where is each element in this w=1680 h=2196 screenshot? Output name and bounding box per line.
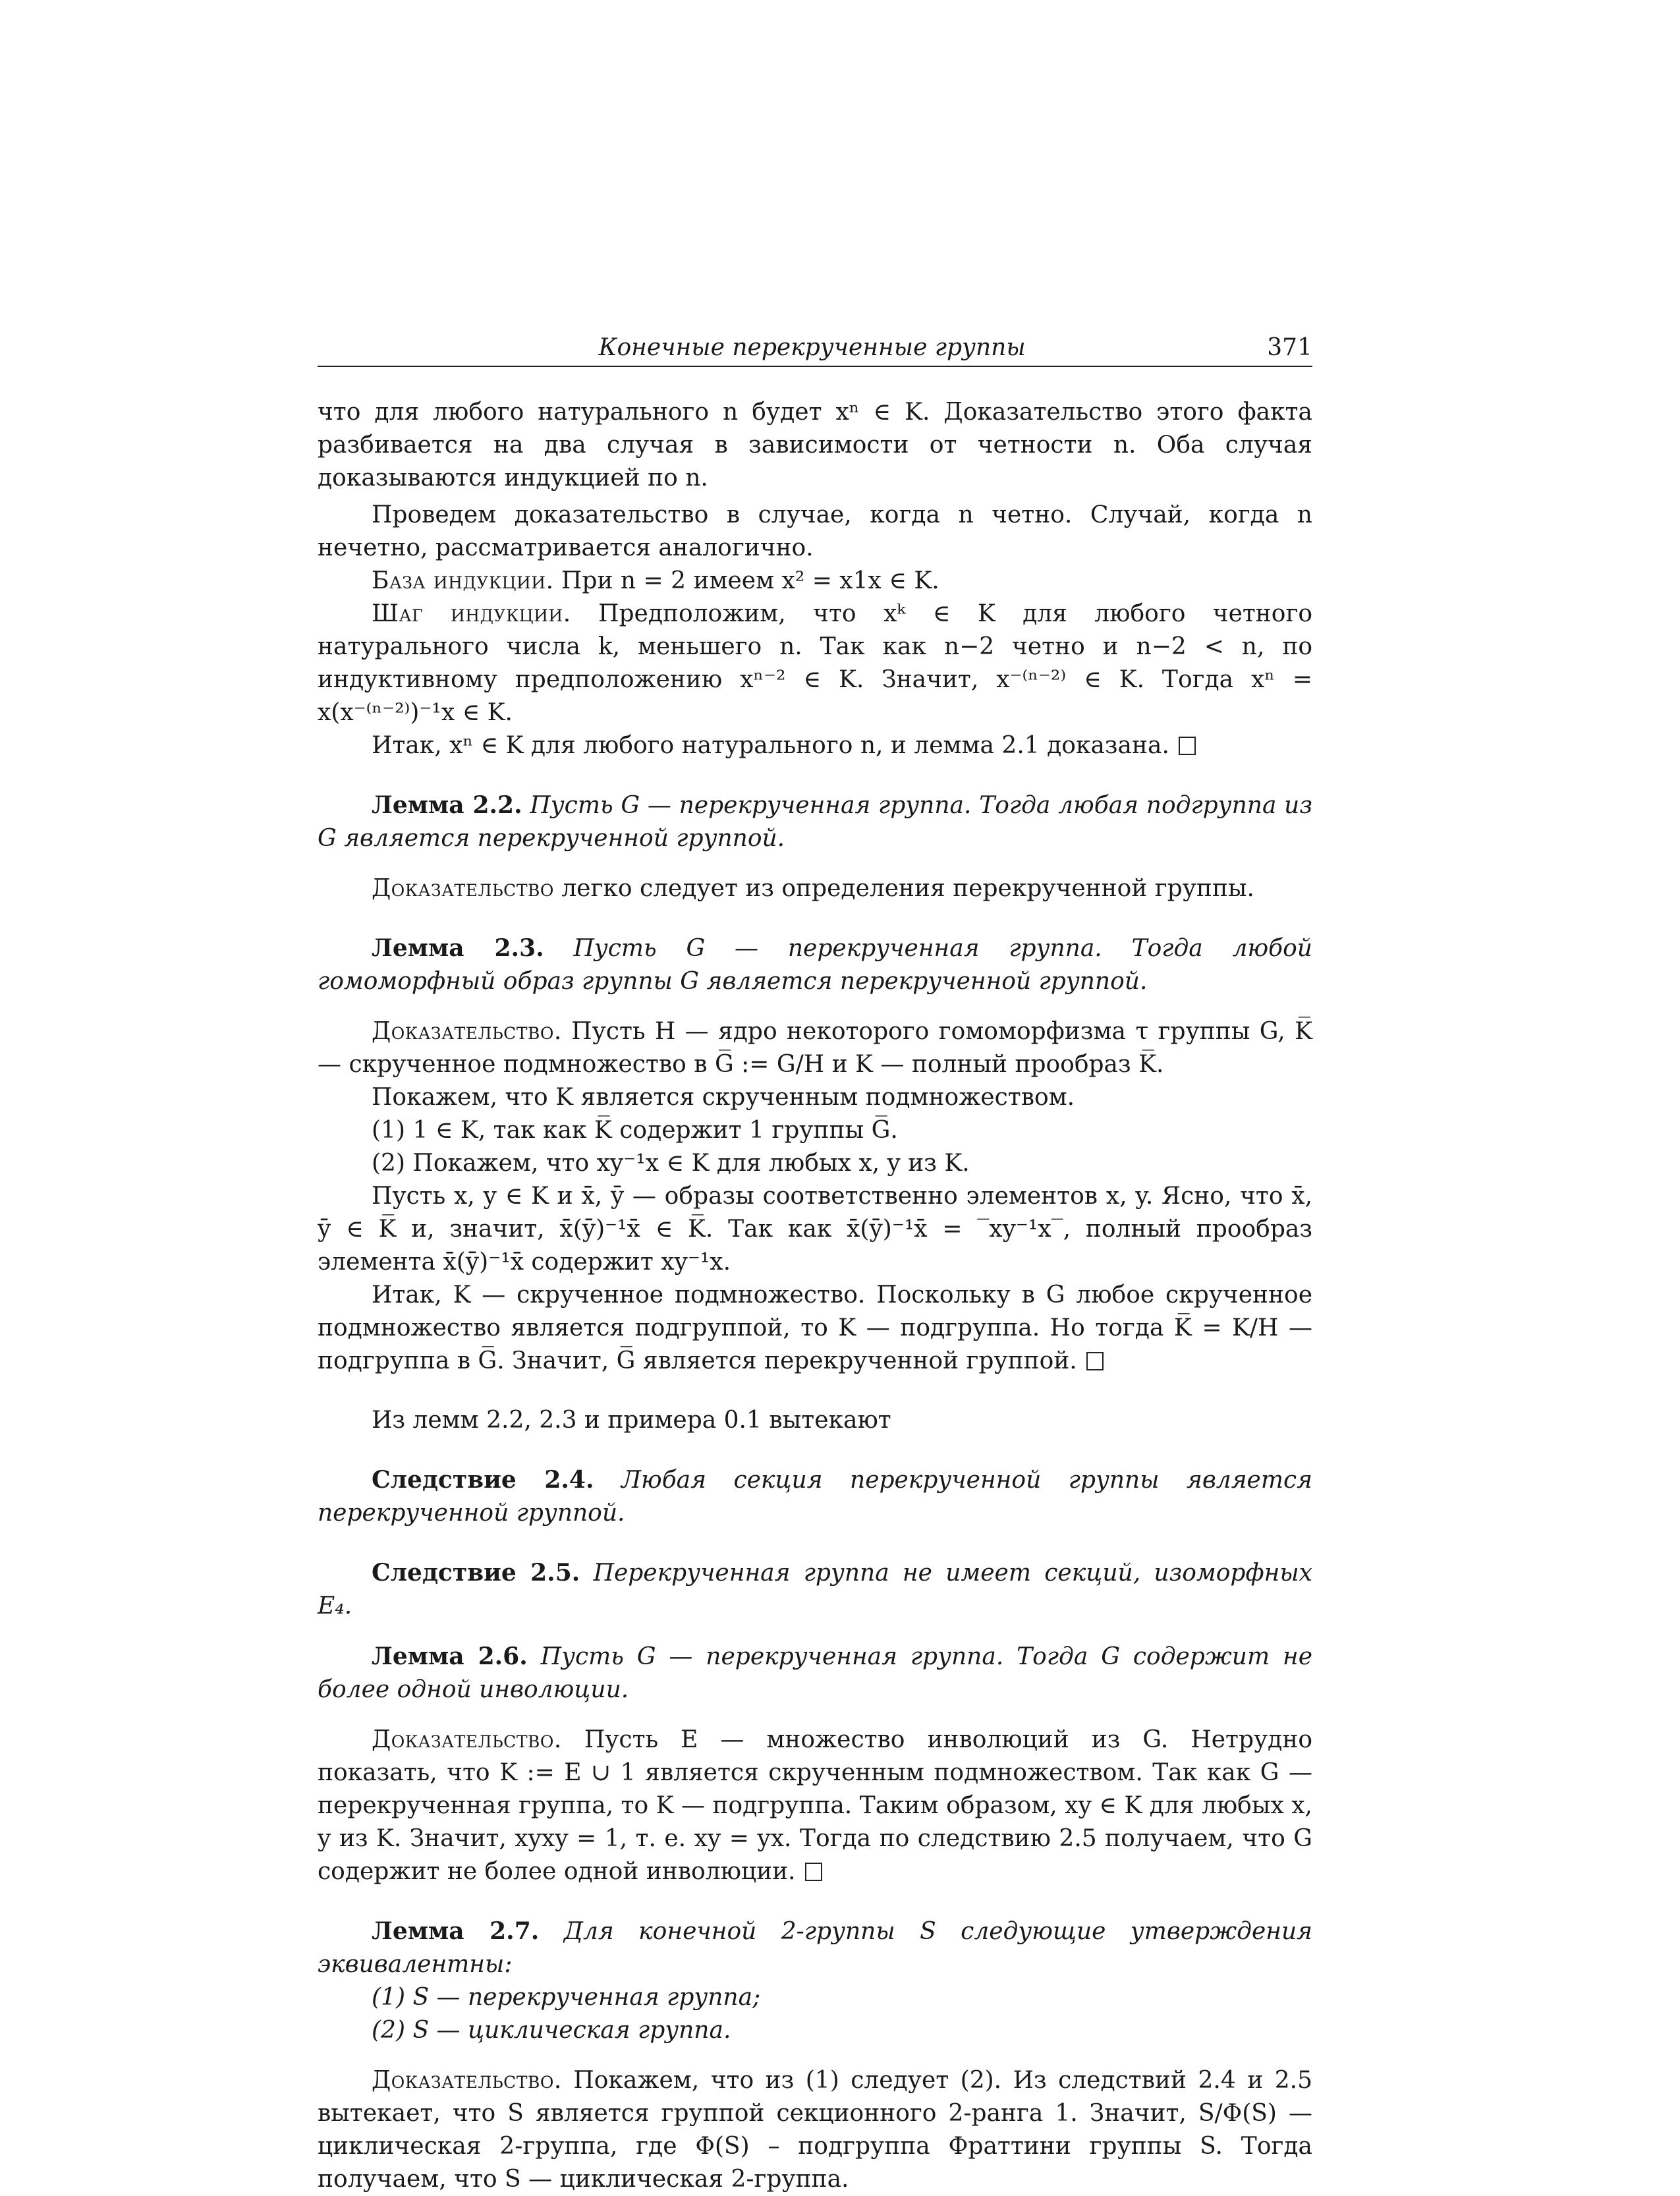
page xyxy=(318,331,1312,2196)
qed-symbol xyxy=(1179,737,1196,755)
lemma-2-6-body: Пусть G — перекрученная группа. Тогда G содержит не более одной инволюции. xyxy=(318,1643,1313,1703)
paragraph: Покажем, что K является скрученным подмножеством. xyxy=(372,1084,1075,1111)
proof-2-7 xyxy=(318,2064,1312,2196)
induction-step-label: Шаг индукции. xyxy=(372,600,571,627)
paragraph-induction-base xyxy=(318,565,1312,598)
lemma-2-3-head: Лемма 2.3. xyxy=(372,934,544,962)
proof-2-7-text: Покажем, что из (1) следует (2). Из следствий 2.4 и 2.5 вытекает, что S является группой секционного 2-ранга 1. Значит, S/Φ(S) — циклическая 2-группа, где Φ(S) – подгруппа Фраттини группы S. Тогда получаем, что S — циклическая 2-группа. xyxy=(318,2067,1312,2193)
corollary-2-5-head: Следствие 2.5. xyxy=(372,1559,580,1587)
lemma-2-2-body: Пусть G — перекрученная группа. Тогда любая подгруппа из G является перекрученной группой. xyxy=(318,792,1312,852)
induction-base-label: База индукции. xyxy=(372,567,554,594)
list-item: (2) S — циклическая группа. xyxy=(372,2017,731,2044)
qed-symbol xyxy=(1086,1352,1104,1370)
proof-2-2 xyxy=(318,872,1312,905)
paragraph: что для любого натурального n будет xⁿ ∈ K. Доказательство этого факта разбивается на два случая в зависимости от четности n. Оба случая доказываются индукцией по n. xyxy=(318,399,1312,492)
lemma-2-3 xyxy=(318,932,1312,998)
proof-label: Доказательство. xyxy=(372,1018,562,1045)
proof-label: Доказательство. xyxy=(372,1726,562,1753)
paragraph: Проведем доказательство в случае, когда n четно. Случай, когда n нечетно, рассматривается аналогично. xyxy=(318,501,1312,561)
proof-label: Доказательство xyxy=(372,875,554,902)
corollary-2-4-body: Любая секция перекрученной группы является перекрученной группой. xyxy=(318,1467,1312,1527)
lemma-2-2 xyxy=(318,789,1312,855)
list-item: (1) S — перекрученная группа; xyxy=(372,1984,761,2011)
paragraph-conclusion xyxy=(318,729,1312,762)
proof-2-6 xyxy=(318,1724,1312,1888)
paragraph: Пусть x, y ∈ K и x̄, ȳ — образы соответственно элементов x, y. Ясно, что x̄, ȳ ∈ K̅ и, значит, x̄(ȳ)⁻¹x̄ ∈ K̅. Так как x̄(ȳ)⁻¹x̄ = ‾xy⁻¹x‾, полный прообраз элемента x̄(ȳ)⁻¹x̄ содержит xy⁻¹x. xyxy=(318,1183,1312,1276)
conclusion-text: Итак, xⁿ ∈ K для любого натурального n, и лемма 2.1 доказана. xyxy=(372,732,1169,759)
proof-2-3 xyxy=(318,1015,1312,1081)
corollary-2-5-body: Перекрученная группа не имеет секций, изоморфных E₄. xyxy=(318,1560,1312,1619)
lemma-2-7 xyxy=(318,1915,1312,1981)
list-item: (1) 1 ∈ K, так как K̅ содержит 1 группы G̅. xyxy=(372,1117,898,1144)
lemma-2-3-body: Пусть G — перекрученная группа. Тогда любой гомоморфный образ группы G является перекрученной группой. xyxy=(318,935,1312,995)
corollary-2-5 xyxy=(318,1556,1312,1623)
running-title: Конечные перекрученные группы xyxy=(598,334,1026,361)
paragraph: Из лемм 2.2, 2.3 и примера 0.1 вытекают xyxy=(372,1407,891,1434)
corollary-2-4 xyxy=(318,1463,1312,1530)
lemma-2-6-head: Лемма 2.6. xyxy=(372,1643,528,1670)
list-item: (2) Покажем, что xy⁻¹x ∈ K для любых x, y из K. xyxy=(372,1150,970,1177)
conclusion-text: Итак, K — скрученное подмножество. Поскольку в G любое скрученное подмножество является подгруппой, то K — подгруппа. Но тогда K̅ = K/H — подгруппа в G̅. Значит, G̅ является перекрученной группой. xyxy=(318,1281,1312,1374)
page-number: 371 xyxy=(1267,334,1312,361)
lemma-2-6 xyxy=(318,1640,1312,1706)
lemma-2-7-head: Лемма 2.7. xyxy=(372,1917,540,1945)
paragraph-induction-step xyxy=(318,598,1312,729)
qed-symbol xyxy=(805,1863,822,1881)
corollary-2-4-head: Следствие 2.4. xyxy=(372,1466,594,1494)
lemma-2-2-head: Лемма 2.2. xyxy=(372,791,522,819)
running-header xyxy=(318,331,1312,367)
induction-base-text: При n = 2 имеем x² = x1x ∈ K. xyxy=(561,567,939,594)
paragraph-2-3-conclusion xyxy=(318,1279,1312,1378)
proof-2-3-text: Пусть H — ядро некоторого гомоморфизма τ группы G, K̅ — скрученное подмножество в G̅ := G/H и K — полный прообраз K̅. xyxy=(318,1018,1312,1078)
proof-label: Доказательство. xyxy=(372,2067,562,2094)
proof-2-6-text: Пусть E — множество инволюций из G. Нетрудно показать, что K := E ∪ 1 является скрученным подмножеством. Так как G — перекрученная группа, то K — подгруппа. Таким образом, xy ∈ K для любых x, y из K. Значит, xyxy = 1, т. е. xy = yx. Тогда по следствию 2.5 получаем, что G содержит не более одной инволюции. xyxy=(318,1726,1313,1885)
lemma-2-7-body: Для конечной 2-группы S следующие утверждения эквивалентны: xyxy=(318,1918,1312,1978)
proof-2-2-text: легко следует из определения перекрученной группы. xyxy=(561,875,1254,902)
induction-step-text: Предположим, что xᵏ ∈ K для любого четного натурального числа k, меньшего n. Так как n−2 четно и n−2 < n, по индуктивному предположению xⁿ⁻² ∈ K. Значит, x⁻⁽ⁿ⁻²⁾ ∈ K. Тогда xⁿ = x(x⁻⁽ⁿ⁻²⁾)⁻¹x ∈ K. xyxy=(318,600,1312,726)
